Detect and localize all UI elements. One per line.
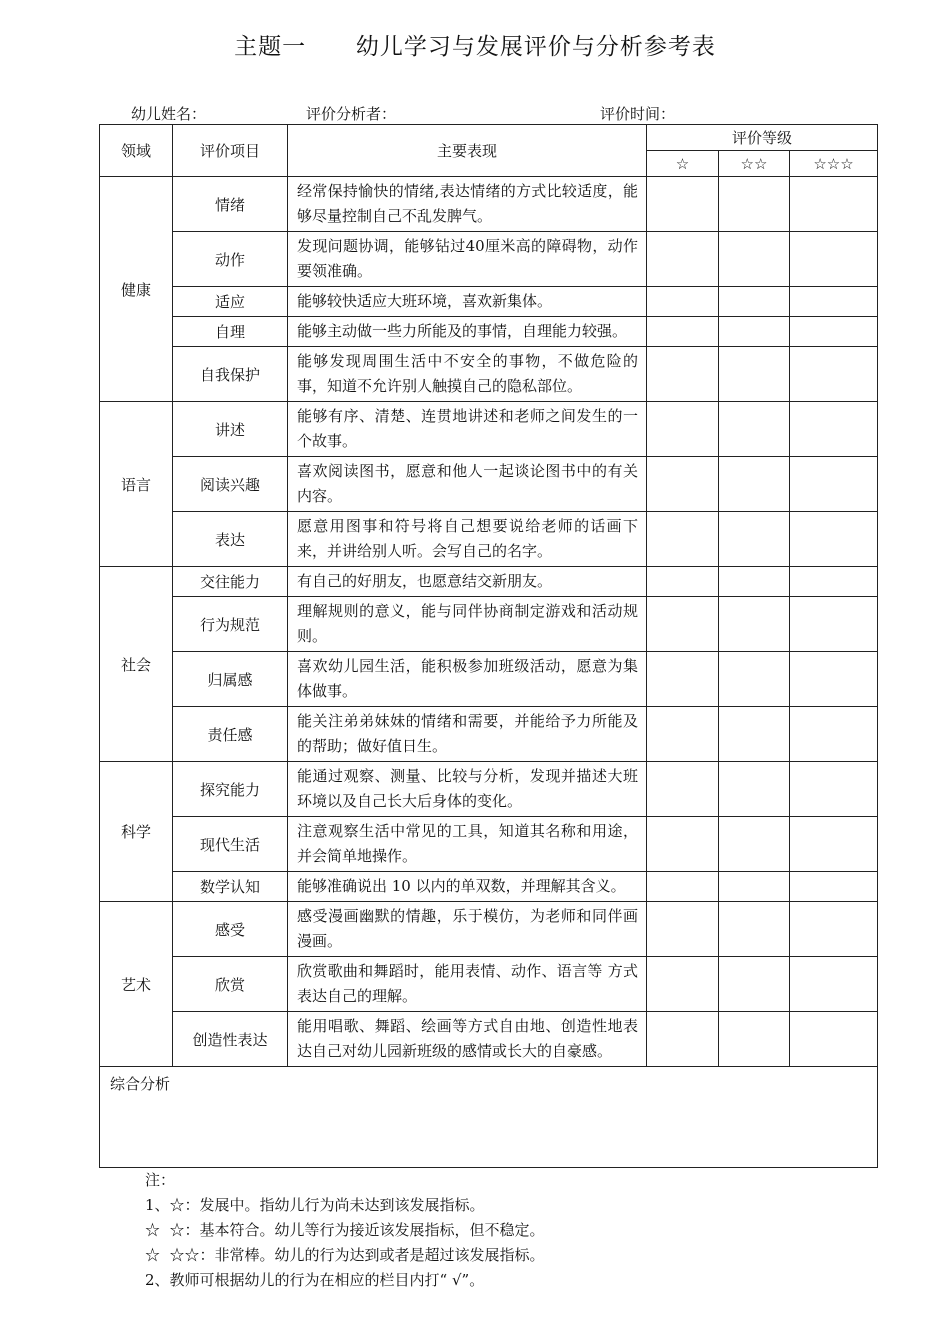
table-row (100, 872, 878, 902)
note-line: ☆ ☆：基本符合。幼儿等行为接近该发展指标，但不稳定。 (145, 1221, 545, 1239)
table-row (100, 287, 878, 317)
item-cell: 欣赏 (173, 957, 288, 1012)
performance-cell: 能够有序、清楚、连贯地讲述和老师之间发生的一个故事。 (288, 402, 647, 457)
domain-cell: 语言 (100, 402, 173, 567)
rating-cell-2[interactable] (719, 1012, 790, 1067)
table-row (100, 652, 878, 707)
rating-cell-1[interactable] (647, 902, 719, 957)
rating-cell-3[interactable] (790, 597, 878, 652)
item-cell: 探究能力 (173, 762, 288, 817)
rating-cell-3[interactable] (790, 347, 878, 402)
performance-cell: 欣赏歌曲和舞蹈时，能用表情、动作、语言等 方式表达自己的理解。 (288, 957, 647, 1012)
table-row (100, 1012, 878, 1067)
rating-cell-1[interactable] (647, 597, 719, 652)
rating-cell-2[interactable] (719, 512, 790, 567)
evaluation-time-label: 评价时间： (600, 105, 676, 123)
rating-cell-1[interactable] (647, 287, 719, 317)
rating-cell-1[interactable] (647, 347, 719, 402)
summary-row (100, 1067, 878, 1168)
rating-cell-3[interactable] (790, 232, 878, 287)
item-cell: 现代生活 (173, 817, 288, 872)
rating-cell-3[interactable] (790, 512, 878, 567)
header-domain: 领域 (100, 125, 173, 177)
note-line: ☆ ☆☆：非常棒。幼儿的行为达到或者是超过该发展指标。 (145, 1246, 545, 1264)
rating-cell-2[interactable] (719, 872, 790, 902)
rating-cell-1[interactable] (647, 762, 719, 817)
rating-cell-1[interactable] (647, 317, 719, 347)
rating-cell-2[interactable] (719, 317, 790, 347)
rating-cell-3[interactable] (790, 652, 878, 707)
item-cell: 责任感 (173, 707, 288, 762)
performance-cell: 能用唱歌、舞蹈、绘画等方式自由地、创造性地表达自己对幼儿园新班级的感情或长大的自豪感。 (288, 1012, 647, 1067)
performance-cell: 喜欢幼儿园生活，能积极参加班级活动，愿意为集体做事。 (288, 652, 647, 707)
evaluator-label: 评价分析者： (306, 105, 397, 123)
evaluation-table (99, 124, 878, 1168)
rating-cell-2[interactable] (719, 287, 790, 317)
item-cell: 数学认知 (173, 872, 288, 902)
table-row (100, 512, 878, 567)
rating-cell-1[interactable] (647, 402, 719, 457)
note-heading: 注： (145, 1171, 176, 1189)
item-cell: 行为规范 (173, 597, 288, 652)
domain-cell: 艺术 (100, 902, 173, 1067)
rating-cell-3[interactable] (790, 707, 878, 762)
rating-cell-2[interactable] (719, 707, 790, 762)
table-row (100, 567, 878, 597)
performance-cell: 发现问题协调，能够钻过40厘米高的障碍物，动作要领准确。 (288, 232, 647, 287)
note-line: 1、☆：发展中。指幼儿行为尚未达到该发展指标。 (145, 1196, 485, 1214)
performance-cell: 经常保持愉快的情绪,表达情绪的方式比较适度，能够尽量控制自己不乱发脾气。 (288, 177, 647, 232)
rating-cell-2[interactable] (719, 817, 790, 872)
domain-cell: 科学 (100, 762, 173, 902)
performance-cell: 感受漫画幽默的情趣，乐于模仿，为老师和同伴画漫画。 (288, 902, 647, 957)
rating-cell-3[interactable] (790, 817, 878, 872)
rating-cell-1[interactable] (647, 457, 719, 512)
rating-cell-3[interactable] (790, 567, 878, 597)
item-cell: 感受 (173, 902, 288, 957)
table-row (100, 957, 878, 1012)
performance-cell: 能够发现周围生活中不安全的事物，不做危险的事，知道不允许别人触摸自己的隐私部位。 (288, 347, 647, 402)
performance-cell: 能够准确说出 10 以内的单双数，并理解其含义。 (288, 872, 647, 902)
rating-cell-2[interactable] (719, 762, 790, 817)
rating-cell-2[interactable] (719, 597, 790, 652)
rating-cell-1[interactable] (647, 512, 719, 567)
table-row (100, 317, 878, 347)
rating-cell-1[interactable] (647, 957, 719, 1012)
rating-cell-3[interactable] (790, 957, 878, 1012)
performance-cell: 喜欢阅读图书，愿意和他人一起谈论图书中的有关内容。 (288, 457, 647, 512)
item-cell: 归属感 (173, 652, 288, 707)
header-level-1: ☆ (647, 151, 719, 177)
performance-cell: 能关注弟弟妹妹的情绪和需要，并能给予力所能及的帮助；做好值日生。 (288, 707, 647, 762)
performance-cell: 理解规则的意义，能与同伴协商制定游戏和活动规则。 (288, 597, 647, 652)
rating-cell-1[interactable] (647, 707, 719, 762)
page-title: 主题一 幼儿学习与发展评价与分析参考表 (234, 34, 716, 60)
table-row (100, 762, 878, 817)
note-line: 2、教师可根据幼儿的行为在相应的栏目内打“ √”。 (145, 1271, 485, 1289)
table-row (100, 707, 878, 762)
item-cell: 动作 (173, 232, 288, 287)
domain-cell: 社会 (100, 567, 173, 762)
item-cell: 情绪 (173, 177, 288, 232)
rating-cell-2[interactable] (719, 402, 790, 457)
rating-cell-3[interactable] (790, 317, 878, 347)
rating-cell-2[interactable] (719, 347, 790, 402)
performance-cell: 能够主动做一些力所能及的事情，自理能力较强。 (288, 317, 647, 347)
rating-cell-3[interactable] (790, 872, 878, 902)
rating-cell-3[interactable] (790, 457, 878, 512)
rating-cell-2[interactable] (719, 177, 790, 232)
performance-cell: 注意观察生活中常见的工具，知道其名称和用途，并会简单地操作。 (288, 817, 647, 872)
rating-cell-1[interactable] (647, 1012, 719, 1067)
table-row (100, 177, 878, 232)
rating-cell-2[interactable] (719, 957, 790, 1012)
item-cell: 自我保护 (173, 347, 288, 402)
performance-cell: 能通过观察、测量、比较与分析，发现并描述大班环境以及自己长大后身体的变化。 (288, 762, 647, 817)
header-performance: 主要表现 (288, 125, 647, 177)
summary-cell[interactable]: 综合分析 (100, 1067, 878, 1168)
rating-cell-3[interactable] (790, 177, 878, 232)
domain-cell: 健康 (100, 177, 173, 402)
performance-cell: 能够较快适应大班环境，喜欢新集体。 (288, 287, 647, 317)
performance-cell: 有自己的好朋友，也愿意结交新朋友。 (288, 567, 647, 597)
item-cell: 阅读兴趣 (173, 457, 288, 512)
rating-cell-1[interactable] (647, 177, 719, 232)
rating-cell-2[interactable] (719, 457, 790, 512)
header-item: 评价项目 (173, 125, 288, 177)
header-level: 评价等级 (647, 125, 878, 151)
item-cell: 适应 (173, 287, 288, 317)
item-cell: 自理 (173, 317, 288, 347)
table-row (100, 402, 878, 457)
table-row (100, 457, 878, 512)
rating-cell-2[interactable] (719, 232, 790, 287)
rating-cell-1[interactable] (647, 567, 719, 597)
performance-cell: 愿意用图事和符号将自己想要说给老师的话画下来，并讲给别人听。会写自己的名字。 (288, 512, 647, 567)
rating-cell-3[interactable] (790, 762, 878, 817)
rating-cell-1[interactable] (647, 872, 719, 902)
header-level-2: ☆☆ (719, 151, 790, 177)
rating-cell-2[interactable] (719, 652, 790, 707)
rating-cell-3[interactable] (790, 902, 878, 957)
item-cell: 讲述 (173, 402, 288, 457)
rating-cell-3[interactable] (790, 402, 878, 457)
table-row (100, 597, 878, 652)
rating-cell-2[interactable] (719, 902, 790, 957)
rating-cell-1[interactable] (647, 232, 719, 287)
table-row (100, 902, 878, 957)
rating-cell-1[interactable] (647, 817, 719, 872)
child-name-label: 幼儿姓名： (131, 105, 207, 123)
table-row (100, 817, 878, 872)
rating-cell-1[interactable] (647, 652, 719, 707)
header-level-3: ☆☆☆ (790, 151, 878, 177)
rating-cell-3[interactable] (790, 287, 878, 317)
table-row (100, 232, 878, 287)
notes (145, 1168, 545, 1293)
table-row (100, 347, 878, 402)
rating-cell-3[interactable] (790, 1012, 878, 1067)
rating-cell-2[interactable] (719, 567, 790, 597)
item-cell: 交往能力 (173, 567, 288, 597)
item-cell: 表达 (173, 512, 288, 567)
item-cell: 创造性表达 (173, 1012, 288, 1067)
